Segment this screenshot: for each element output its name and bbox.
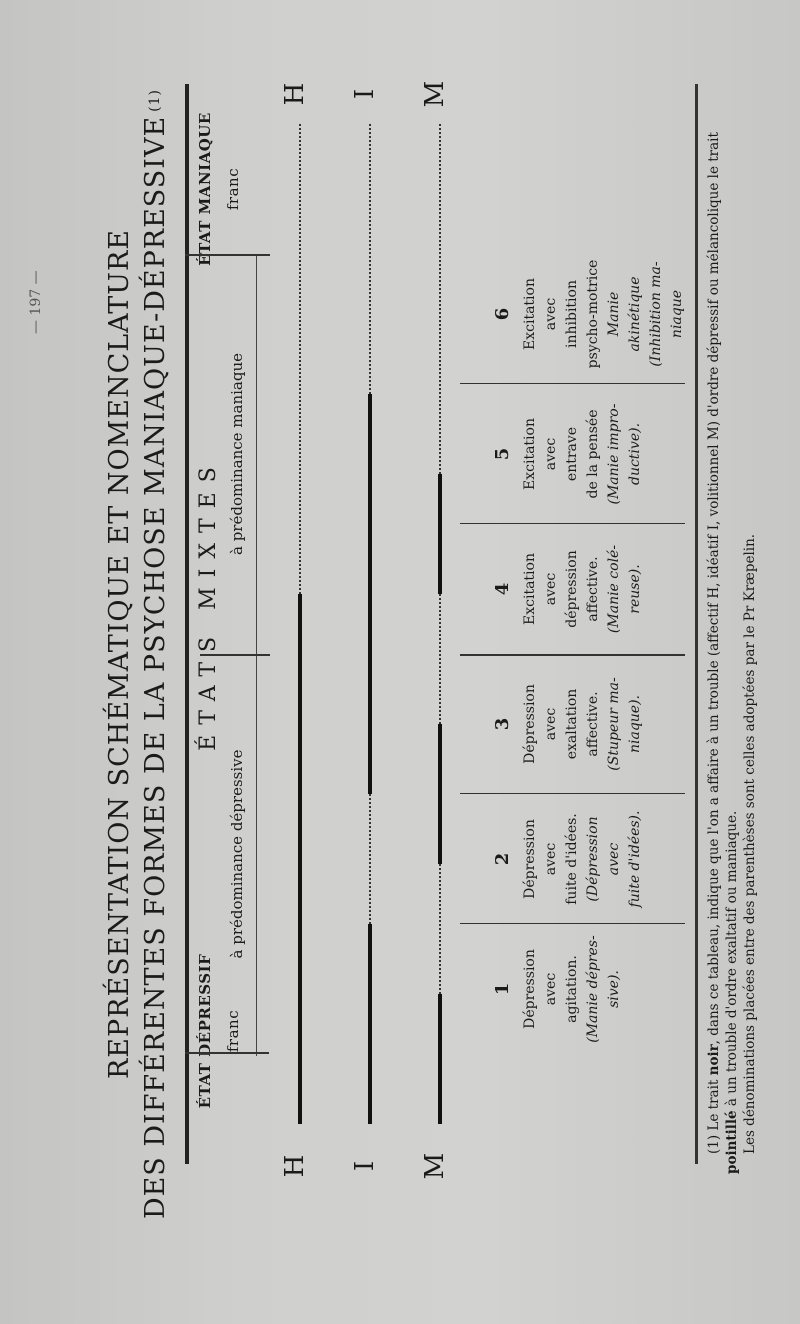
col-2-line: Dépression xyxy=(522,819,538,899)
col-3-italic: niaque). xyxy=(627,694,643,754)
title-line-1 xyxy=(104,44,135,1264)
col-2-description xyxy=(520,799,646,919)
col-6-line: Excitation xyxy=(522,278,538,350)
col-4-line: affective. xyxy=(585,556,601,622)
col-4-number: 4 xyxy=(492,582,513,596)
col-1-description xyxy=(520,929,625,1049)
col-5-line: entrave xyxy=(564,426,580,482)
col-1-italic: (Manie dépres- xyxy=(585,935,601,1043)
col-6-italic: akinétique xyxy=(627,276,643,352)
footnote-bold: noir xyxy=(706,1044,722,1076)
row-m-seg-2 xyxy=(439,864,441,994)
row-m-seg-5 xyxy=(438,474,442,594)
col-5-number: 5 xyxy=(492,447,513,461)
col-6-description xyxy=(520,254,688,374)
footnote-paragraph-2: Les dénominations placées entre des parenthèses sont celles adoptées par le Pr Kræpelin. xyxy=(742,533,758,1154)
col-1-line: avec xyxy=(543,972,559,1006)
table-top-rule xyxy=(185,84,189,1164)
row-i-seg-1 xyxy=(368,924,372,1124)
col-3-line: exaltation xyxy=(564,688,580,760)
row-i-seg-3 xyxy=(368,394,372,794)
row-i-seg-4 xyxy=(369,124,371,394)
col-6-italic: Manie xyxy=(606,291,622,337)
subheader-mixed-depressive: à prédominance dépressive xyxy=(228,749,246,959)
col-5-line: avec xyxy=(543,437,559,471)
col-3-line: affective. xyxy=(585,691,601,757)
col-4-italic: (Manie colé- xyxy=(606,544,622,634)
col-5-description xyxy=(520,394,646,514)
col-4-description xyxy=(520,529,646,649)
separator-right xyxy=(185,254,270,256)
page-number: — 197 — xyxy=(28,270,44,334)
footnote-paragraph-1 xyxy=(705,94,741,1174)
header-mixed: ÉTATS MIXTES xyxy=(196,457,221,751)
col-4-line: avec xyxy=(543,572,559,606)
col-4-italic: reuse). xyxy=(627,564,643,614)
col-6-line: avec xyxy=(543,297,559,331)
title-line-2 xyxy=(140,44,171,1264)
col-3-italic: (Stupeur ma- xyxy=(606,677,622,771)
row-m-seg-3 xyxy=(438,724,442,864)
col-1-line: agitation. xyxy=(564,955,580,1023)
table-bottom-rule xyxy=(695,84,698,1164)
col-4-line: Excitation xyxy=(522,553,538,625)
col-3-line: Dépression xyxy=(522,684,538,764)
title-line-2-text: DES DIFFÉRENTES FORMES DE LA PSYCHOSE MANIAQUE-DÉPRESSIVE xyxy=(140,115,171,1220)
header-depressive-title: ÉTAT DÉPRESSIF xyxy=(196,953,214,1109)
row-m-seg-4 xyxy=(439,594,441,724)
col-5-italic: (Manie impro- xyxy=(606,403,622,505)
col-divider-4 xyxy=(460,523,685,524)
col-5-line: de la pensée xyxy=(585,409,601,499)
col-5-italic: ductive). xyxy=(627,422,643,486)
col-2-line: fuite d'idées. xyxy=(564,813,580,905)
col-2-number: 2 xyxy=(492,852,513,866)
col-2-italic: fuite d'idées). xyxy=(627,810,643,908)
col-2-italic: (Dépression avec xyxy=(585,816,622,902)
col-1-number: 1 xyxy=(492,982,513,996)
col-6-italic: (Inhibition ma- xyxy=(648,261,664,367)
separator-center xyxy=(200,654,270,656)
brace-manic xyxy=(256,256,257,656)
col-6-line: inhibition xyxy=(564,280,580,348)
footnote-text: à un trouble d'ordre exaltatif ou maniaque. xyxy=(724,810,740,1111)
col-divider-3 xyxy=(460,654,685,656)
header-depressive-sub: franc xyxy=(224,1009,242,1053)
row-h-seg-man xyxy=(299,124,301,594)
footnote-text: , dans ce tableau, indique que l'on a affaire à un trouble (affectif H, idéatif I, volitionnel M) d'ordre dépressif ou mélancolique le trait xyxy=(706,132,722,1045)
row-label-i: I xyxy=(350,1160,380,1172)
header-manic-title: ÉTAT MANIAQUE xyxy=(196,112,214,266)
header-manic-sub: franc xyxy=(224,167,242,211)
footnote xyxy=(705,94,759,1174)
row-label-m: M xyxy=(420,1152,450,1180)
brace-depressive xyxy=(256,656,257,1056)
col-1-italic: sive). xyxy=(606,970,622,1008)
col-4-line: dépression xyxy=(564,550,580,628)
col-1-line: Dépression xyxy=(522,949,538,1029)
row-label-h: H xyxy=(280,1154,310,1178)
col-6-line: psycho-motrice xyxy=(585,259,601,369)
title-line-1-text: REPRÉSENTATION SCHÉMATIQUE ET NOMENCLATURE xyxy=(104,228,135,1080)
row-m-seg-1 xyxy=(438,994,442,1124)
col-divider-2 xyxy=(460,793,685,794)
footnote-bold: pointillé xyxy=(724,1110,740,1174)
col-3-line: avec xyxy=(543,707,559,741)
row-label-h-right: H xyxy=(280,82,310,106)
col-6-italic: niaque xyxy=(669,289,685,339)
row-m-seg-6 xyxy=(439,124,441,474)
col-3-description xyxy=(520,664,646,784)
col-5-line: Excitation xyxy=(522,418,538,490)
col-6-number: 6 xyxy=(492,307,513,321)
footnote-text: (1) Le trait xyxy=(706,1075,722,1154)
subheader-mixed-manic: à prédominance maniaque xyxy=(228,352,246,556)
row-h-seg-dep xyxy=(298,594,302,1124)
row-i-seg-2 xyxy=(369,794,371,924)
col-3-number: 3 xyxy=(492,717,513,731)
col-2-line: avec xyxy=(543,842,559,876)
separator-left xyxy=(185,1052,269,1054)
row-label-i-right: I xyxy=(350,88,380,100)
col-divider-5 xyxy=(460,383,685,384)
footnote-reference: (1) xyxy=(147,88,163,112)
col-divider-1 xyxy=(460,923,685,924)
row-label-m-right: M xyxy=(420,80,450,108)
